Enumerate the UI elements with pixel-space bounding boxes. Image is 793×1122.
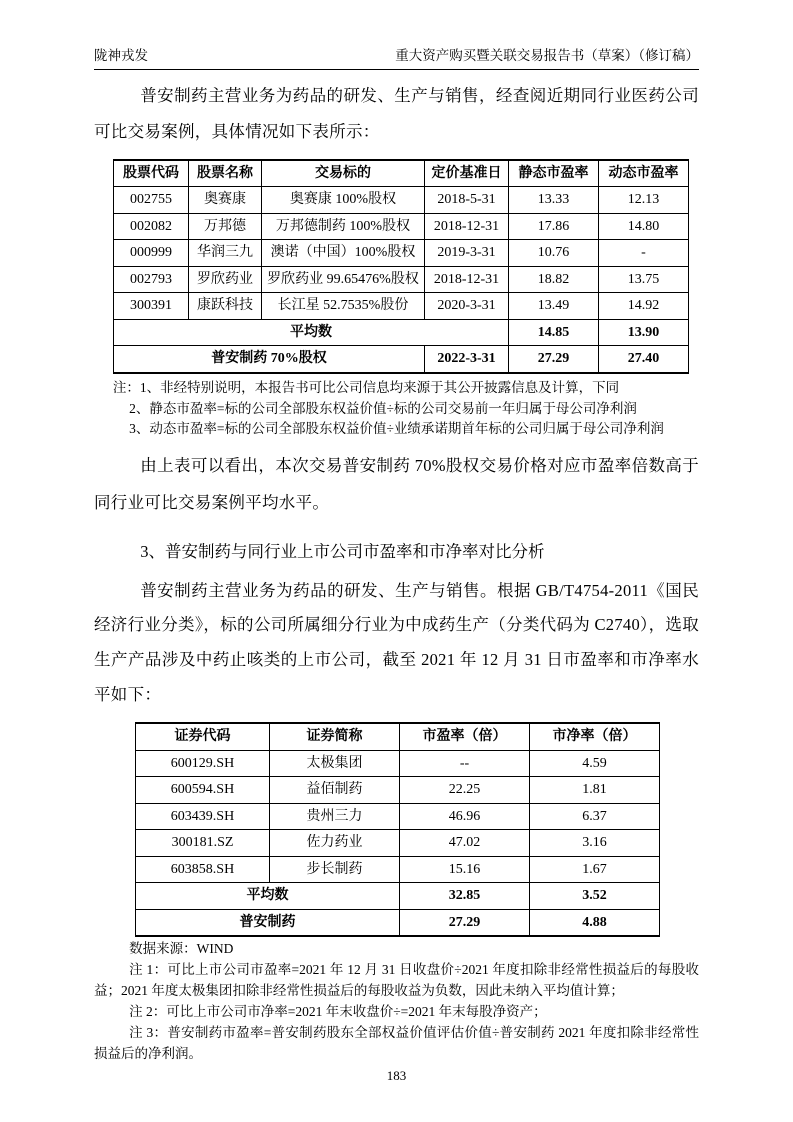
col-header-stock-name: 股票名称 — [189, 160, 262, 187]
cell-security-code: 600594.SH — [136, 777, 270, 804]
header-report-title: 重大资产购买暨关联交易报告书（草案）（修订稿） — [395, 48, 699, 63]
table1-notes — [94, 378, 699, 441]
cell-security-name: 步长制药 — [270, 856, 400, 883]
note-line: 2、静态市盈率=标的公司全部股东权益价值÷标的公司交易前一年归属于母公司净利润 — [129, 400, 637, 416]
cell-stock-code: 300391 — [114, 293, 189, 320]
average-pe-ratio: 32.85 — [400, 883, 530, 910]
cell-stock-code: 000999 — [114, 240, 189, 267]
cell-deal-target: 万邦德制药 100%股权 — [262, 213, 425, 240]
target-dynamic-pe: 27.40 — [599, 346, 689, 373]
target-company-label: 普安制药 — [136, 909, 400, 936]
table-row — [114, 240, 689, 267]
col-header-pe-ratio: 市盈率（倍） — [400, 723, 530, 750]
average-row — [136, 883, 660, 910]
target-company-row — [136, 909, 660, 936]
cell-static-pe: 17.86 — [509, 213, 599, 240]
section-heading: 3、普安制药与同行业上市公司市盈率和市净率对比分析 — [140, 541, 545, 561]
cell-deal-target: 奥赛康 100%股权 — [262, 187, 425, 214]
cell-deal-target: 罗欣药业 99.65476%股权 — [262, 266, 425, 293]
cell-pricing-date: 2018-12-31 — [425, 213, 509, 240]
col-header-dynamic-pe: 动态市盈率 — [599, 160, 689, 187]
cell-stock-code: 002082 — [114, 213, 189, 240]
table-row — [114, 187, 689, 214]
data-source-line: 数据来源：WIND — [129, 941, 234, 957]
target-deal-row — [114, 346, 689, 373]
cell-security-name: 贵州三力 — [270, 803, 400, 830]
average-dynamic-pe: 13.90 — [599, 319, 689, 346]
average-label: 平均数 — [136, 883, 400, 910]
table2-notes — [94, 939, 699, 1065]
cell-dynamic-pe: - — [599, 240, 689, 267]
average-pb-ratio: 3.52 — [530, 883, 660, 910]
cell-dynamic-pe: 14.92 — [599, 293, 689, 320]
table-row — [114, 266, 689, 293]
target-pricing-date: 2022-3-31 — [425, 346, 509, 373]
col-header-static-pe: 静态市盈率 — [509, 160, 599, 187]
table-header-row — [136, 723, 660, 750]
cell-security-name: 太极集团 — [270, 750, 400, 777]
cell-security-name: 益佰制药 — [270, 777, 400, 804]
cell-static-pe: 13.33 — [509, 187, 599, 214]
cell-pricing-date: 2020-3-31 — [425, 293, 509, 320]
cell-deal-target: 澳诺（中国）100%股权 — [262, 240, 425, 267]
cell-pe-ratio: 22.25 — [400, 777, 530, 804]
average-label: 平均数 — [114, 319, 509, 346]
cell-security-code: 603858.SH — [136, 856, 270, 883]
note-line: 注 1：可比上市公司市盈率=2021 年 12 月 31 日收盘价÷2021 年度扣除非经常性损益后的每股收益；2021 年度太极集团扣除非经常性损益后的每股收益为负数，因此未纳入平均值计算； — [94, 962, 699, 998]
cell-dynamic-pe: 14.80 — [599, 213, 689, 240]
col-header-deal-target: 交易标的 — [262, 160, 425, 187]
note-line: 注：1、非经特别说明，本报告书可比公司信息均来源于其公开披露信息及计算，下同 — [112, 379, 620, 395]
note-line: 注 2：可比上市公司市净率=2021 年末收盘价÷=2021 年末每股净资产； — [129, 1003, 547, 1019]
cell-stock-name: 万邦德 — [189, 213, 262, 240]
average-static-pe: 14.85 — [509, 319, 599, 346]
col-header-stock-code: 股票代码 — [114, 160, 189, 187]
cell-stock-name: 罗欣药业 — [189, 266, 262, 293]
table-row — [114, 293, 689, 320]
average-row — [114, 319, 689, 346]
cell-pricing-date: 2019-3-31 — [425, 240, 509, 267]
cell-dynamic-pe: 13.75 — [599, 266, 689, 293]
target-static-pe: 27.29 — [509, 346, 599, 373]
table-row — [136, 777, 660, 804]
cell-stock-name: 华润三九 — [189, 240, 262, 267]
cell-static-pe: 10.76 — [509, 240, 599, 267]
cell-pb-ratio: 1.67 — [530, 856, 660, 883]
listed-peers-table — [135, 722, 660, 937]
col-header-security-code: 证券代码 — [136, 723, 270, 750]
table-row — [114, 213, 689, 240]
table-header-row — [114, 160, 689, 187]
cell-pricing-date: 2018-12-31 — [425, 266, 509, 293]
note-line: 注 3：普安制药市盈率=普安制药股东全部权益价值评估价值÷普安制药 2021 年度扣除非经常性损益后的净利润。 — [94, 1024, 699, 1061]
cell-deal-target: 长江星 52.7535%股份 — [262, 293, 425, 320]
intro-paragraph: 普安制药主营业务为药品的研发、生产与销售，经查阅近期同行业医药公司可比交易案例，具体情况如下表所示： — [94, 86, 699, 142]
cell-stock-name: 奥赛康 — [189, 187, 262, 214]
cell-static-pe: 18.82 — [509, 266, 599, 293]
comparable-transactions-table — [113, 159, 689, 374]
cell-pricing-date: 2018-5-31 — [425, 187, 509, 214]
col-header-security-name: 证券简称 — [270, 723, 400, 750]
cell-pb-ratio: 1.81 — [530, 777, 660, 804]
table-row — [136, 830, 660, 857]
target-pe-ratio: 27.29 — [400, 909, 530, 936]
page-number: 183 — [386, 1068, 407, 1083]
table-row — [136, 803, 660, 830]
cell-dynamic-pe: 12.13 — [599, 187, 689, 214]
cell-pe-ratio: 47.02 — [400, 830, 530, 857]
cell-pe-ratio: -- — [400, 750, 530, 777]
running-header — [94, 44, 699, 70]
col-header-pb-ratio: 市净率（倍） — [530, 723, 660, 750]
cell-stock-code: 002793 — [114, 266, 189, 293]
cell-security-code: 603439.SH — [136, 803, 270, 830]
target-deal-label: 普安制药 70%股权 — [114, 346, 425, 373]
table-row — [136, 856, 660, 883]
cell-security-code: 600129.SH — [136, 750, 270, 777]
cell-pe-ratio: 46.96 — [400, 803, 530, 830]
table-row — [136, 750, 660, 777]
target-pb-ratio: 4.88 — [530, 909, 660, 936]
conclusion-paragraph: 由上表可以看出，本次交易普安制药 70%股权交易价格对应市盈率倍数高于同行业可比交易案例平均水平。 — [94, 456, 699, 512]
cell-stock-code: 002755 — [114, 187, 189, 214]
cell-pb-ratio: 4.59 — [530, 750, 660, 777]
section-paragraph: 普安制药主营业务为药品的研发、生产与销售。根据 GB/T4754-2011《国民经济行业分类》，标的公司所属细分行业为中成药生产（分类代码为 C2740），选取生产产品涉及中药止咳类的上市公司，截至 2021 年 12 月 31 日市盈率和市净率水平如下： — [94, 580, 699, 704]
cell-security-code: 300181.SZ — [136, 830, 270, 857]
col-header-pricing-date: 定价基准日 — [425, 160, 509, 187]
note-line: 3、动态市盈率=标的公司全部股东权益价值÷业绩承诺期首年标的公司归属于母公司净利润 — [129, 421, 664, 437]
cell-pe-ratio: 15.16 — [400, 856, 530, 883]
cell-pb-ratio: 6.37 — [530, 803, 660, 830]
cell-static-pe: 13.49 — [509, 293, 599, 320]
cell-stock-name: 康跃科技 — [189, 293, 262, 320]
cell-security-name: 佐力药业 — [270, 830, 400, 857]
header-company-name: 陇神戎发 — [94, 48, 148, 63]
cell-pb-ratio: 3.16 — [530, 830, 660, 857]
